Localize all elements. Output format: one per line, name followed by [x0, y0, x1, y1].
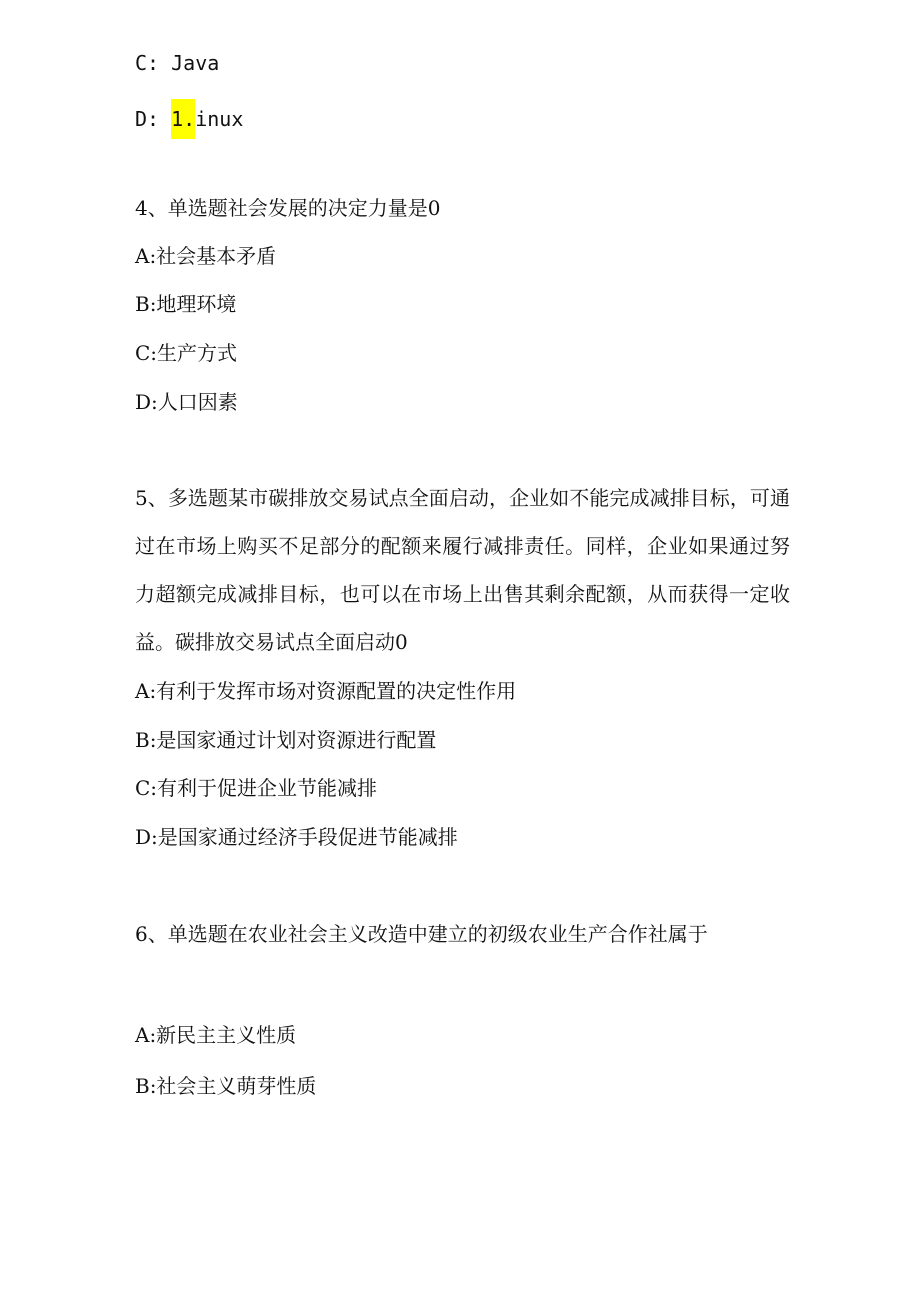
q3-option-d-suffix: inux [195, 107, 244, 131]
q6-option-a: A:新民主主义性质 [135, 1023, 297, 1047]
q6-question: 6、单选题在农业社会主义改造中建立的初级农业生产合作社属于 [135, 922, 708, 946]
q5-option-a: A:有利于发挥市场对资源配置的决定性作用 [135, 679, 517, 703]
q3-option-d [135, 99, 243, 139]
q4-option-d: D:人口因素 [135, 390, 238, 414]
q4-option-c: C:生产方式 [135, 341, 238, 365]
q3-option-d-prefix: D: [135, 107, 172, 131]
q5-option-c: C:有利于促进企业节能减排 [135, 776, 378, 800]
q6-option-b: B:社会主义萌芽性质 [135, 1074, 317, 1098]
q4-option-b: B:地理环境 [135, 292, 237, 316]
q3-option-c: C: Java [135, 51, 220, 75]
q4-question: 4、单选题社会发展的决定力量是0 [135, 196, 441, 220]
q5-question: 5、多选题某市碳排放交易试点全面启动，企业如不能完成减排目标，可通过在市场上购买不足部分的配额来履行减排责任。同样，企业如果通过努力超额完成减排目标，也可以在市场上出售其剩余配额，从而获得一定收益。碳排放交易试点全面启动0 [135, 486, 790, 654]
q5-option-b: B:是国家通过计划对资源进行配置 [135, 728, 437, 752]
q5-option-d: D:是国家通过经济手段促进节能减排 [135, 825, 458, 849]
q4-option-a: A:社会基本矛盾 [135, 244, 277, 268]
highlighted-text: 1. [171, 99, 195, 139]
